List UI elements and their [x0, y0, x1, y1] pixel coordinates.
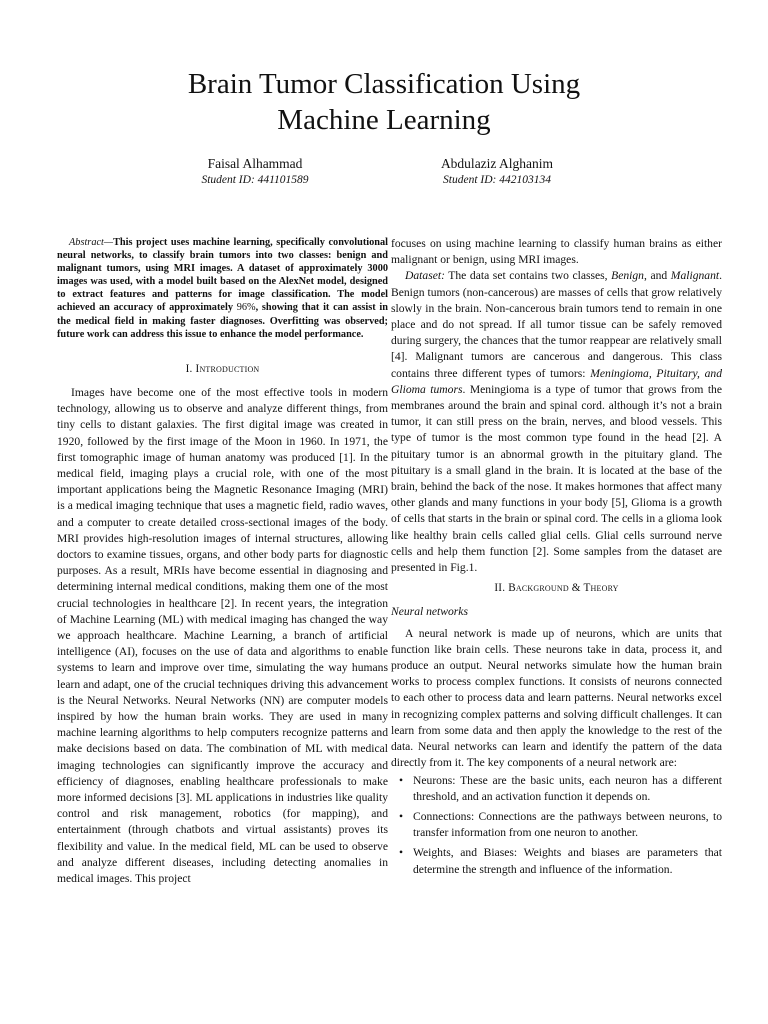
introduction-paragraph: Images have become one of the most effective tools in modern technology, allowing us to observe and analyze different things, from tiny cells to distant galaxies. The first digital image was created in 1920, followed by the first image of the Moon in 1960. In 1971, the first tomographic image of human anatomy was produced [1]. In the medical field, imaging plays a crucial role, with one of the most important applications being the Magnetic Resonance Imaging (MRI) is a medical imaging technique that uses a magnetic field, radio waves, and a computer to create detailed cross-sectional images of the body. MRI provides high-resolution images of internal structures, allowing doctors to examine tissues, organs, and other body parts for diagnostic purposes. As a result, MRIs have become essential in diagnosing and determining internal medical conditions, making them one of the most crucial technologies in healthcare [2]. In recent years, the integration of Machine Learning (ML) with medical imaging has changed the way we approach healthcare. Machine Learning, a branch of artificial intelligence (AI), focuses on the use of data and algorithms to enable systems to learn and improve over time, simulating the way humans learn and adapt, one of the crucial techniques driving this advancement is the Neural Networks. Neural Networks (NN) are computer models inspired by how the human brain works. They are used in many machine learning algorithms to help computers recognize patterns and make decisions based on data. The combination of ML with medical imaging technologies can significantly improve the accuracy and efficiency of diagnoses, enabling healthcare professionals to make more informed decisions [3]. ML applications in industries like quality control and risk management, robotics (for mapping), and entertainment (through chatbots and virtual assistants) proves its flexibility and value. In the medical field, ML can be used to observe and analyze different diseases, including detecting anomalies in medical images. This project	[57, 385, 388, 886]
class-benign: Benign	[611, 269, 644, 283]
author-name: Abdulaziz Alghanim	[440, 156, 554, 171]
abstract-text-b: , showing that it can assist in the medical field in making faster diagnoses. Overfitting was observed; future work can address this issue to enhance the model performance.	[57, 302, 388, 340]
list-item: • Neurons: These are the basic units, each neuron has a different threshold, and an activation function it depends on.	[413, 773, 722, 805]
right-column	[391, 236, 722, 882]
title-line-1: Brain Tumor Classification Using	[187, 68, 581, 100]
dataset-text: . Meningioma is a type of tumor that grows from the membranes around the brain and spinal cord. although it’s not a brain tumor, it can still press on the brain, nerves, and blood vessels. This type of tumor is the most common type found in the head [2]. A pituitary tumor is an abnormal growth in the pituitary gland. The pituitary is a small gland in the brain. It is located at the base of the brain, behind the back of the nose. It makes hormones that affect many other glands and many functions in your body [5], Glioma is a growth of cells that starts in the brain or spinal cord. The cells in a glioma look like healthy brain cells called glial cells. Glial cells surround nerve cells and help them function [2]. Some samples from the dataset are presented in Fig.1.	[391, 382, 722, 575]
dataset-text: The data set contains two classes,	[444, 269, 612, 283]
dataset-paragraph	[391, 268, 722, 576]
introduction-paragraph-continued: focuses on using machine learning to classify human brains as either malignant or benign, using MRI images.	[391, 237, 722, 267]
dataset-label: Dataset:	[405, 269, 445, 283]
author-name: Faisal Alhammad	[207, 156, 303, 171]
dataset-text: , and	[643, 269, 671, 283]
author-block	[387, 155, 607, 188]
section-number: I.	[185, 362, 193, 375]
author-student-id: Student ID: 442103134	[443, 174, 551, 186]
section-number: II.	[494, 582, 506, 595]
abstract-text-a: This project uses machine learning, specifically convolutional neural networks, to classify brain tumors into two classes: benign and malignant tumors, using MRI images. A dataset of approximately 3000 images was used, with a model built based on the AlexNet model, designed to extract features and patterns for image classification. The model achieved an accuracy of approximately	[57, 237, 388, 314]
key-components-list	[391, 773, 722, 878]
abstract	[57, 236, 388, 341]
neural-networks-paragraph: A neural network is made up of neurons, which are units that function like brain cells. These neurons take in data, process it, and produce an output. Neural networks simulate how the human brain works to process complex functions. It consists of neurons connected to each other to process data and learn patterns. Neural networks excel in recognizing complex patterns and solving difficult challenges. It can learn from some data and then apply the knowledge to the rest of the data. Neural networks can learn and identify the pattern of the data directly from it. The key components of a neural network are:	[391, 626, 722, 770]
section-title: Background & Theory	[508, 582, 619, 595]
abstract-label: Abstract—	[69, 237, 114, 248]
author-student-id: Student ID: 441101589	[201, 174, 309, 186]
tumor-types: Meningioma, Pituitary, and Glioma tumors	[391, 366, 722, 396]
title-line-2: Machine Learning	[277, 104, 491, 136]
left-column	[57, 236, 388, 887]
section-heading-background	[391, 580, 722, 596]
section-heading-introduction	[57, 361, 388, 377]
list-item: • Connections: Connections are the pathways between neurons, to transfer information from one neuron to another.	[413, 809, 722, 841]
class-malignant: Malignant	[670, 269, 720, 283]
subsection-heading-neural-networks: Neural networks	[391, 605, 468, 619]
author-block	[145, 155, 365, 188]
section-title: Introduction	[195, 362, 260, 375]
paper-title	[0, 66, 768, 138]
dataset-text: . Benign tumors (non-cancerous) are masses of cells that grow relatively slowly in the brain. Non-cancerous brain tumors tend to remain in one place and do not spread. If all tumor tissue can be safely removed during surgery, the chances that the tumor reappear are relatively small [4]. Malignant tumors are cancerous and dangerous. This class contains three different types of tumors:	[391, 269, 723, 380]
abstract-accuracy: 96%	[236, 302, 256, 314]
list-item: • Weights, and Biases: Weights and biases are parameters that determine the strength and influence of the information.	[413, 845, 722, 877]
